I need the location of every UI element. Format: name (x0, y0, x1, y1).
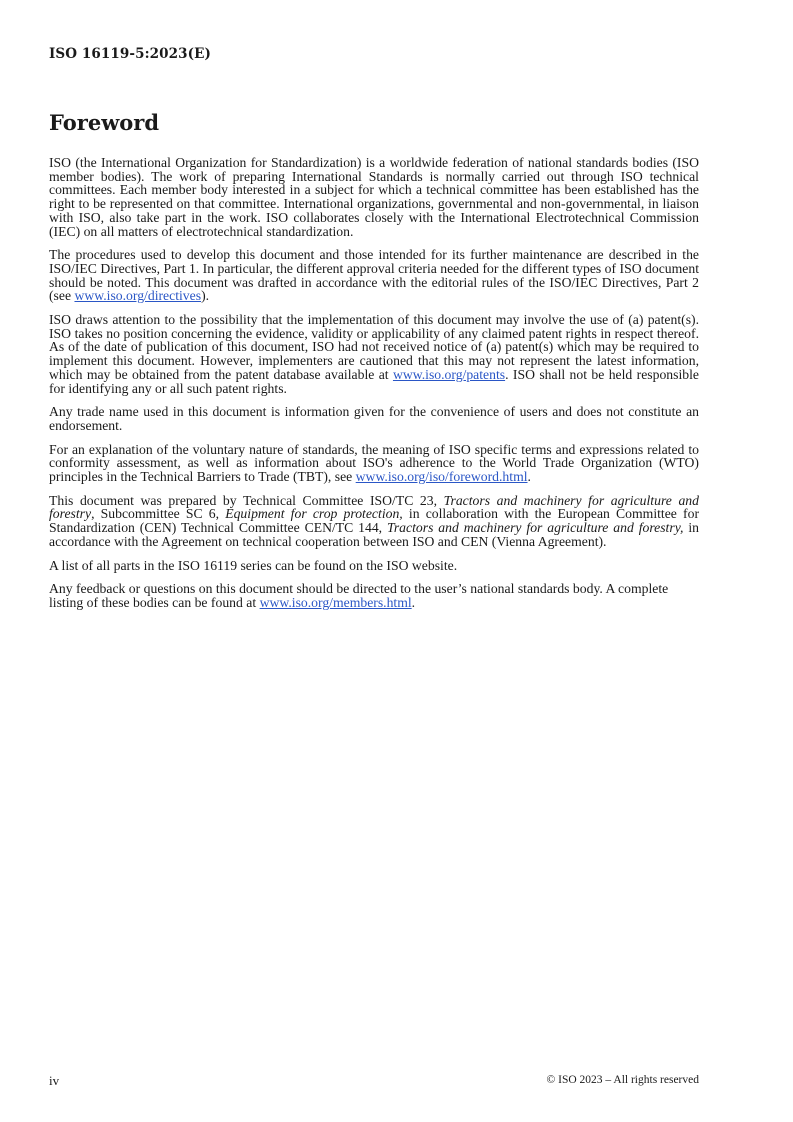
page-title: Foreword (49, 110, 160, 135)
paragraph-series-list: A list of all parts in the ISO 16119 series can be found on the ISO website. (49, 557, 458, 573)
subcommittee-title-italic: Equipment for crop protection, (225, 506, 403, 522)
paragraph-voluntary-nature (49, 443, 699, 484)
paragraph-text: , Subcommittee SC 6, (91, 506, 226, 522)
paragraph-text: in accordance with the Agreement on technical cooperation between ISO and CEN (Vienna Agreement). (49, 520, 699, 549)
cen-committee-title-italic: Tractors and machinery for agriculture and forestry, (387, 520, 684, 536)
patents-link[interactable]: www.iso.org/patents (392, 366, 506, 382)
paragraph-text: This document was prepared by Technical Committee ISO/TC 23, (49, 492, 444, 508)
paragraph-prepared-by (49, 494, 699, 549)
paragraph-text: . ISO shall not be held responsible for identifying any or all such patent rights. (49, 366, 699, 396)
copyright-notice: © ISO 2023 – All rights reserved (546, 1074, 699, 1086)
paragraph-text: For an explanation of the voluntary nature of standards, the meaning of ISO specific terms and expressions related to conformity assessment, as well as information about ISO's adherence to the World Trade Organization (WTO) principles in the Technical Barriers to Trade (TBT), see (49, 441, 699, 485)
document-id: ISO 16119-5:2023(E) (49, 46, 212, 62)
committee-title-italic: Tractors and machinery for agriculture and forestry (49, 492, 699, 522)
paragraph-text: . (527, 469, 531, 485)
paragraph-procedures (49, 248, 699, 303)
paragraph-text: Any feedback or questions on this document should be directed to the user’s national standards body. A complete listing of these bodies can be found at (49, 581, 669, 610)
paragraph-feedback (49, 582, 699, 609)
paragraph-text: The procedures used to develop this document and those intended for its further maintenance are described in the ISO/IEC Directives, Part 1. In particular, the different approval criteria needed for the different types of ISO document should be noted. This document was drafted in accordance with the editorial rules of the ISO/IEC Directives, Part 2 (see (49, 247, 699, 304)
directives-link[interactable]: www.iso.org/directives (74, 288, 202, 304)
page-number: iv (49, 1073, 60, 1088)
paragraph-iso-intro: ISO (the International Organization for Standardization) is a worldwide federation of national standards bodies (ISO member bodies). The work of preparing International Standards is normally carried out through ISO technical committees. Each member body interested in a subject for which a technical committee has been established has the right to be represented on that committee. International organizations, governmental and non-governmental, in liaison with ISO, also take part in the work. ISO collaborates closely with the International Electrotechnical Commission (IEC) on all matters of electrotechnical standardization. (49, 155, 699, 239)
paragraph-patents (49, 313, 699, 395)
foreword-body (49, 156, 699, 620)
paragraph-text: ISO draws attention to the possibility that the implementation of this document may involve the use of (a) patent(s). ISO takes no position concerning the evidence, validity or applicability of any claimed patent rights in respect thereof. As of the date of publication of this document, ISO had not received notice of (a) patent(s) which may be required to implement this document. However, implementers are cautioned that this may not represent the latest information, which may be obtained from the patent database available at (49, 312, 699, 382)
paragraph-text: . (411, 594, 416, 610)
paragraph-text: in collaboration with the European Committee for Standardization (CEN) Technical Committee CEN/TC 144, (49, 506, 699, 536)
paragraph-trade-name: Any trade name used in this document is information given for the convenience of users and does not constitute an endorsement. (49, 404, 699, 433)
members-link[interactable]: www.iso.org/members.html (259, 594, 412, 610)
paragraph-text: ). (201, 288, 210, 304)
foreword-link[interactable]: www.iso.org/iso/foreword.html (355, 469, 528, 485)
